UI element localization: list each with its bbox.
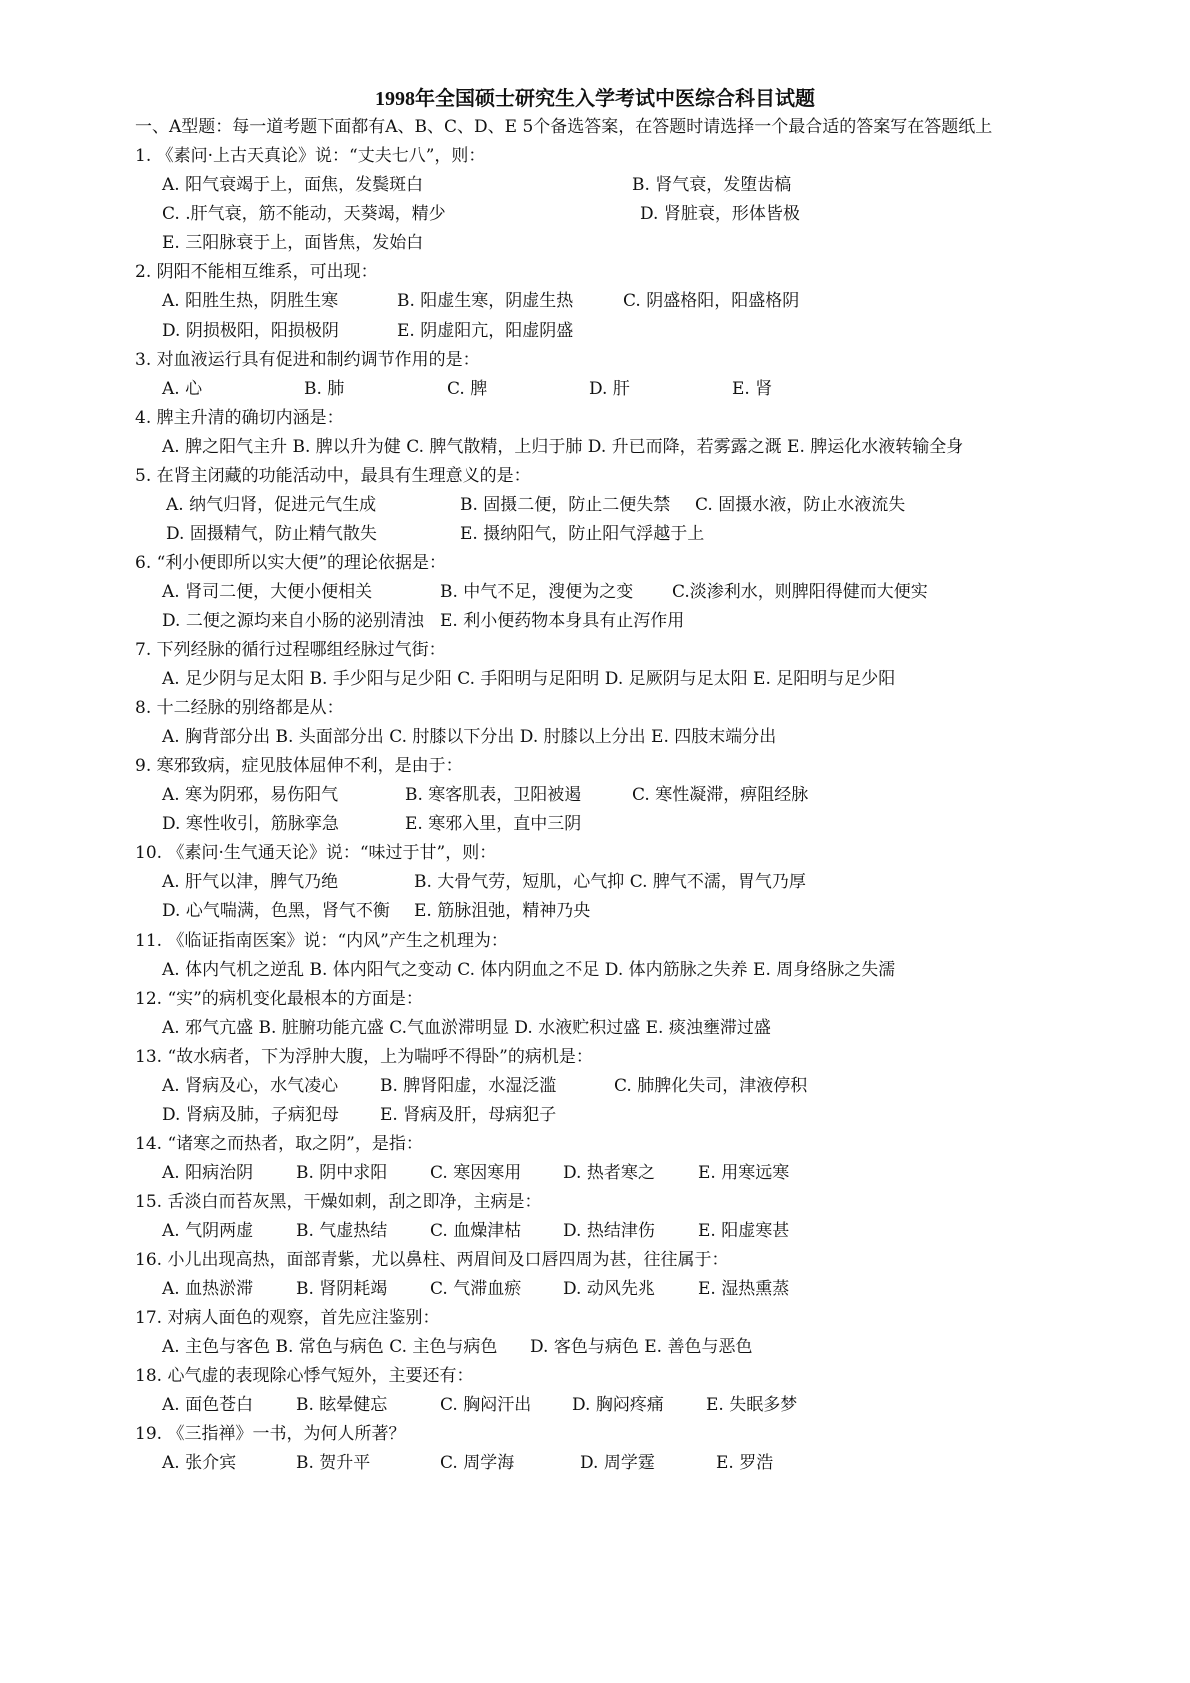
- answer-option: A. 体内气机之逆乱 B. 体内阳气之变动 C. 体内阴血之不足 D. 体内筋脉之失养 E. 周身络脉之失濡: [162, 960, 896, 980]
- answer-option: E. 肾: [732, 379, 773, 399]
- answer-option: D. 肝: [589, 379, 630, 399]
- answer-option: C. 血燥津枯: [430, 1221, 522, 1241]
- question-stem: 7. 下列经脉的循行过程哪组经脉过气街：: [135, 640, 446, 660]
- answer-option: B. 大骨气劳，短肌，心气抑 C. 脾气不濡，胃气乃厚: [414, 872, 806, 892]
- question-stem: 5. 在肾主闭藏的功能活动中，最具有生理意义的是：: [135, 466, 531, 486]
- answer-option: A. 邪气亢盛 B. 脏腑功能亢盛 C.气血淤滞明显 D. 水液贮积过盛 E. 痰浊壅滞过盛: [162, 1018, 771, 1038]
- answer-option: E. 肾病及肝，母病犯子: [380, 1105, 557, 1125]
- answer-option: E. 阴虚阳亢，阳虚阴盛: [397, 321, 574, 341]
- answer-option: C.淡渗利水，则脾阳得健而大便实: [672, 582, 928, 602]
- question-stem: 3. 对血液运行具有促进和制约调节作用的是：: [135, 350, 480, 370]
- answer-option: C. 固摄水液，防止水液流失: [695, 495, 906, 515]
- question-stem: 13. “故水病者，下为浮肿大腹，上为喘呼不得卧”的病机是：: [135, 1047, 593, 1067]
- answer-option: C. 周学海: [440, 1453, 515, 1473]
- answer-option: D. 二便之源均来自小肠的泌别清浊: [162, 611, 424, 631]
- question-stem: 8. 十二经脉的别络都是从：: [135, 698, 344, 718]
- answer-option: A. 主色与客色 B. 常色与病色 C. 主色与病色: [162, 1337, 498, 1357]
- answer-option: E. 寒邪入里，直中三阴: [405, 814, 582, 834]
- question-stem: 16. 小儿出现高热，面部青紫，尤以鼻柱、两眉间及口唇四周为甚，往往属于：: [135, 1250, 729, 1270]
- answer-option: A. 血热淤滞: [162, 1279, 254, 1299]
- answer-option: A. 气阴两虚: [162, 1221, 254, 1241]
- answer-option: E. 湿热熏蒸: [698, 1279, 790, 1299]
- answer-option: E. 利小便药物本身具有止泻作用: [440, 611, 685, 631]
- answer-option: A. 胸背部分出 B. 头面部分出 C. 肘膝以下分出 D. 肘膝以上分出 E. 四肢末端分出: [162, 727, 777, 747]
- answer-option: C. .肝气衰，筋不能动，天葵竭，精少: [162, 204, 446, 224]
- answer-option: E. 三阳脉衰于上，面皆焦，发始白: [162, 233, 424, 253]
- answer-option: B. 阳虚生寒，阴虚生热: [397, 291, 574, 311]
- section-instruction: 一、A型题：每一道考题下面都有A、B、C、D、E 5个备选答案，在答题时请选择一个最合适的答案写在答题纸上: [135, 117, 993, 137]
- answer-option: A. 阳病治阴: [162, 1163, 254, 1183]
- answer-option: E. 用寒远寒: [698, 1163, 790, 1183]
- answer-option: D. 胸闷疼痛: [572, 1395, 664, 1415]
- answer-option: B. 固摄二便，防止二便失禁: [460, 495, 671, 515]
- question-stem: 10. 《素问·生气通天论》说：“味过于甘”，则：: [135, 843, 497, 863]
- question-stem: 4. 脾主升清的确切内涵是：: [135, 408, 344, 428]
- answer-option: B. 寒客肌表，卫阳被遏: [405, 785, 582, 805]
- question-stem: 9. 寒邪致病，症见肢体屈伸不利，是由于：: [135, 756, 463, 776]
- answer-option: D. 心气喘满，色黑，肾气不衡: [162, 901, 390, 921]
- answer-option: B. 眩晕健忘: [296, 1395, 388, 1415]
- answer-option: A. 肾司二便，大便小便相关: [162, 582, 373, 602]
- answer-option: C. 肺脾化失司，津液停积: [614, 1076, 808, 1096]
- answer-option: B. 肺: [304, 379, 345, 399]
- question-stem: 18. 心气虚的表现除心悸气短外，主要还有：: [135, 1366, 474, 1386]
- answer-option: A. 面色苍白: [162, 1395, 254, 1415]
- answer-option: B. 中气不足，溲便为之变: [440, 582, 634, 602]
- answer-option: C. 气滞血瘀: [430, 1279, 522, 1299]
- question-stem: 19. 《三指禅》一书，为何人所著？: [135, 1424, 406, 1444]
- answer-option: A. 纳气归肾，促进元气生成: [166, 495, 377, 515]
- answer-option: A. 足少阴与足太阳 B. 手少阳与足少阳 C. 手阳明与足阳明 D. 足厥阴与足太阳 E. 足阳明与足少阳: [162, 669, 896, 689]
- answer-option: A. 阳胜生热，阴胜生寒: [162, 291, 339, 311]
- answer-option: C. 脾: [447, 379, 488, 399]
- question-stem: 2. 阴阳不能相互维系，可出现：: [135, 262, 378, 282]
- answer-option: D. 客色与病色 E. 善色与恶色: [530, 1337, 753, 1357]
- answer-option: B. 肾阴耗竭: [296, 1279, 388, 1299]
- question-stem: 17. 对病人面色的观察，首先应注鉴别：: [135, 1308, 440, 1328]
- answer-option: C. 胸闷汗出: [440, 1395, 532, 1415]
- page-title: 1998年全国硕士研究生入学考试中医综合科目试题: [375, 88, 815, 110]
- question-stem: 11. 《临证指南医案》说：“内风”产生之机理为：: [135, 931, 508, 951]
- answer-option: D. 热者寒之: [563, 1163, 655, 1183]
- answer-option: E. 罗浩: [716, 1453, 774, 1473]
- answer-option: C. 寒性凝滞，痹阻经脉: [632, 785, 809, 805]
- answer-option: E. 阳虚寒甚: [698, 1221, 790, 1241]
- answer-option: A. 寒为阴邪，易伤阳气: [162, 785, 339, 805]
- answer-option: A. 心: [162, 379, 203, 399]
- answer-option: B. 阴中求阳: [296, 1163, 388, 1183]
- answer-option: D. 寒性收引，筋脉挛急: [162, 814, 339, 834]
- answer-option: D. 肾脏衰，形体皆极: [640, 204, 800, 224]
- answer-option: C. 阴盛格阳，阳盛格阴: [623, 291, 800, 311]
- question-stem: 14. “诸寒之而热者，取之阴”，是指：: [135, 1134, 423, 1154]
- answer-option: B. 脾肾阳虚，水湿泛滥: [380, 1076, 557, 1096]
- answer-option: A. 阳气衰竭于上，面焦，发鬓斑白: [162, 175, 424, 195]
- answer-option: B. 贺升平: [296, 1453, 371, 1473]
- answer-option: C. 寒因寒用: [430, 1163, 522, 1183]
- answer-option: A. 脾之阳气主升 B. 脾以升为健 C. 脾气散精，上归于肺 D. 升已而降，若雾露之溉 E. 脾运化水液转输全身: [162, 437, 964, 457]
- answer-option: A. 肝气以津，脾气乃绝: [162, 872, 339, 892]
- answer-option: B. 肾气衰，发堕齿槁: [632, 175, 792, 195]
- question-stem: 12. “实”的病机变化最根本的方面是：: [135, 989, 423, 1009]
- answer-option: D. 阴损极阳，阳损极阴: [162, 321, 339, 341]
- answer-option: D. 固摄精气，防止精气散失: [166, 524, 377, 544]
- question-stem: 15. 舌淡白而苔灰黑，干燥如刺，刮之即净，主病是：: [135, 1192, 542, 1212]
- answer-option: A. 张介宾: [162, 1453, 237, 1473]
- answer-option: B. 气虚热结: [296, 1221, 388, 1241]
- answer-option: E. 摄纳阳气，防止阳气浮越于上: [460, 524, 705, 544]
- answer-option: D. 动风先兆: [563, 1279, 655, 1299]
- answer-option: D. 周学霆: [580, 1453, 655, 1473]
- answer-option: D. 热结津伤: [563, 1221, 655, 1241]
- question-stem: 1. 《素问·上古天真论》说：“丈夫七八”，则：: [135, 146, 486, 166]
- answer-option: E. 筋脉沮弛，精神乃央: [414, 901, 591, 921]
- answer-option: A. 肾病及心，水气凌心: [162, 1076, 339, 1096]
- answer-option: D. 肾病及肺，子病犯母: [162, 1105, 339, 1125]
- answer-option: E. 失眠多梦: [706, 1395, 798, 1415]
- question-stem: 6. “利小便即所以实大便”的理论依据是：: [135, 553, 447, 573]
